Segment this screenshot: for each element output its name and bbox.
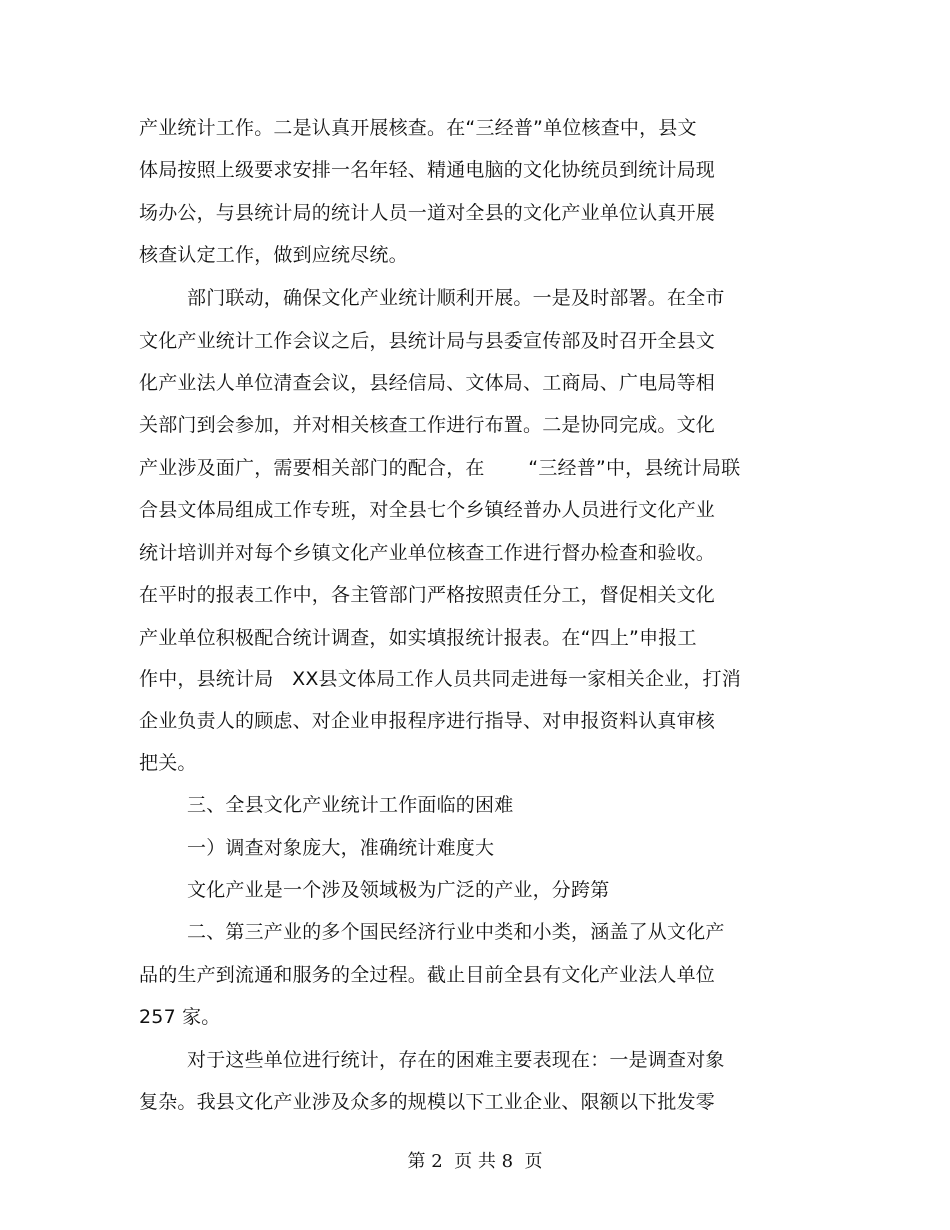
section-heading: 三、全县文化产业统计工作面临的困难 <box>187 794 514 816</box>
text-line: 复杂。我县文化产业涉及众多的规模以下工业企业、限额以下批发零 <box>139 1091 716 1113</box>
text-line: 企业负责人的顾虑、对企业申报程序进行指导、对申报资料认真审核 <box>139 710 716 732</box>
paragraph-start-line: 对于这些单位进行统计，存在的困难主要表现在：一是调查对象 <box>187 1049 725 1071</box>
text-line: 体局按照上级要求安排一名年轻、精通电脑的文化协统员到统计局现 <box>139 159 716 181</box>
text-line: 257 家。 <box>139 1006 221 1028</box>
text-line: 合县文体局组成工作专班，对全县七个乡镇经普办人员进行文化产业 <box>139 499 716 521</box>
text-line: 作中，县统计局 XX县文体局工作人员共同走进每一家相关企业，打消 <box>139 668 741 690</box>
text-line: 场办公，与县统计局的统计人员一道对全县的文化产业单位认真开展 <box>139 202 716 224</box>
text-line: 统计培训并对每个乡镇文化产业单位核查工作进行督办检查和验收。 <box>139 542 716 564</box>
text-line: 文化产业统计工作会议之后，县统计局与县委宣传部及时召开全县文 <box>139 330 716 352</box>
text-line: 化产业法人单位清查会议，县经信局、文体局、工商局、广电局等相 <box>139 372 716 394</box>
paragraph-start-line: 文化产业是一个涉及领域极为广泛的产业，分跨第 <box>187 879 610 901</box>
text-line: 把关。 <box>139 752 197 774</box>
text-line: 二、第三产业的多个国民经济行业中类和小类，涵盖了从文化产 <box>187 921 725 943</box>
text-line: 产业涉及面广，需要相关部门的配合，在 “三经普”中，县统计局联 <box>139 457 741 479</box>
text-line: 在平时的报表工作中，各主管部门严格按照责任分工，督促相关文化 <box>139 584 716 606</box>
text-line: 关部门到会参加，并对相关核查工作进行布置。二是协同完成。文化 <box>139 414 716 436</box>
text-line: 产业统计工作。二是认真开展核查。在“三经普”单位核查中，县文 <box>139 117 697 139</box>
text-line: 品的生产到流通和服务的全过程。截止目前全县有文化产业法人单位 <box>139 964 716 986</box>
subsection-heading: 一）调查对象庞大，准确统计难度大 <box>187 837 495 859</box>
text-line: 核查认定工作，做到应统尽统。 <box>139 244 408 266</box>
page-number-footer: 第 2 页 共 8 页 <box>407 1151 543 1172</box>
text-line: 产业单位积极配合统计调查，如实填报统计报表。在“四上”申报工 <box>139 627 697 649</box>
paragraph-start-line: 部门联动，确保文化产业统计顺利开展。一是及时部署。在全市 <box>187 287 725 309</box>
